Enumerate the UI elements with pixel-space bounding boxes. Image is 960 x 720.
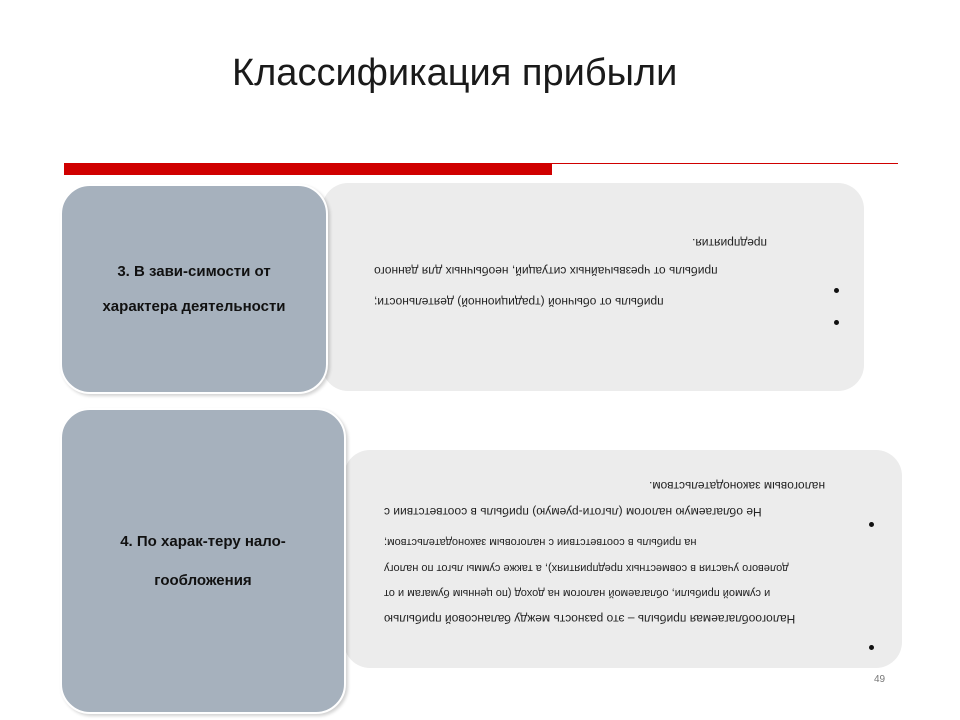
title-underline-bar [64,163,552,175]
section4-bullet-2 [869,645,874,650]
section3-label [60,184,328,394]
section4-rotated-text [344,450,902,668]
section4-line-4: долевого участия в совместных предприятиях), а также суммы льгот по налогу [384,562,789,574]
section4-label [60,408,346,714]
section3-content-box [322,183,864,391]
section4-line-3: на прибыль в соответствии с налоговым законодательством; [384,536,697,548]
section4-bullet-1 [869,522,874,527]
section3-rotated-text [322,183,864,391]
section3-label-line2: характера деятельности [102,298,286,315]
section4-line-1: налоговым законодательством. [649,479,826,493]
section3-line-3: прибыль от обычной (традиционной) деятельности; [374,295,664,309]
section4-label-line1: 4. По харак-теру нало- [120,533,286,550]
section3-bullet-2 [834,288,839,293]
section4-line-6: Налогооблагаемая прибыль – это разность между балансовой прибылью [384,612,796,626]
section3-label-line1: 3. В зави-симости от [117,263,271,280]
section3-line-2: прибыль от чрезвычайных ситуаций, необычных для данного [374,264,718,278]
section4-content-box [344,450,902,668]
section3-line-1: предприятия. [692,236,767,250]
page-title: Классификация прибыли [232,52,678,94]
page-number: 49 [874,674,886,685]
title-underline-line [552,163,898,164]
section4-line-5: и суммой прибыли, облагаемой налогом на доход (по ценным бумагам и от [384,587,771,599]
section4-label-line2: гообложения [154,572,252,589]
section3-bullet-1 [834,320,839,325]
section4-line-2: Не облагаемую налогом (льготи-руемую) прибыль в соответствии с [384,505,762,519]
